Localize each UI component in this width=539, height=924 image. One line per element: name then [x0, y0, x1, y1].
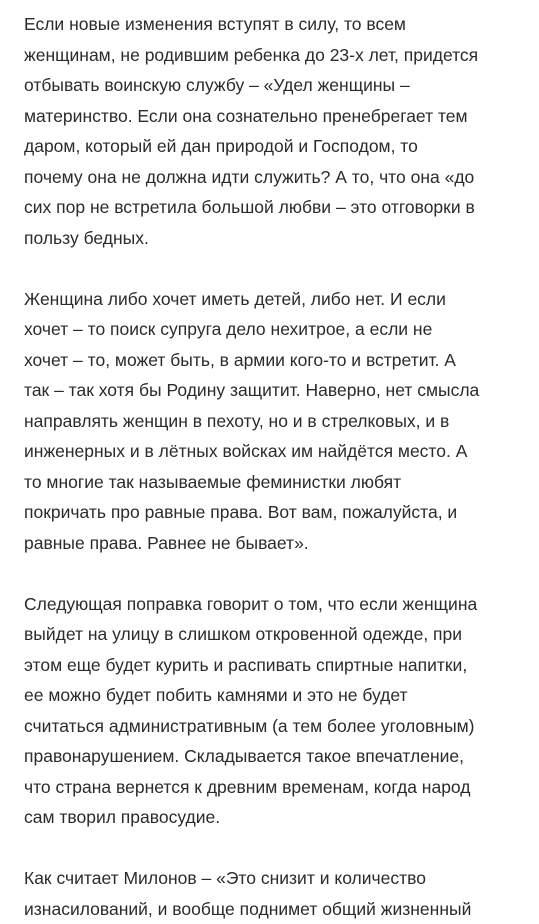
text-line: что страна вернется к древним временам, когда народ	[24, 772, 534, 803]
paragraph-amendment	[24, 589, 534, 833]
paragraph-equal-rights	[24, 284, 534, 559]
text-line: то многие так называемые феминистки любят	[24, 467, 534, 498]
text-line: выйдет на улицу в слишком откровенной одежде, при	[24, 619, 534, 650]
text-line: изнасилований, и вообще поднимет общий жизненный	[24, 894, 534, 924]
text-line: считаться административным (а тем более уголовным)	[24, 711, 534, 742]
paragraph-conscription	[24, 9, 534, 253]
text-line: даром, который ей дан природой и Господом, то	[24, 131, 534, 162]
text-line: Если новые изменения вступят в силу, то всем	[24, 9, 534, 40]
text-line: правонарушением. Складывается такое впечатление,	[24, 741, 534, 772]
text-line: так – так хотя бы Родину защитит. Наверно, нет смысла	[24, 375, 534, 406]
text-line: этом еще будет курить и распивать спиртные напитки,	[24, 650, 534, 681]
text-line: Следующая поправка говорит о том, что если женщина	[24, 589, 534, 620]
text-line: сам творил правосудие.	[24, 802, 534, 833]
text-line: сих пор не встретила большой любви – это отговорки в	[24, 192, 534, 223]
text-line: равные права. Равнее не бывает».	[24, 528, 534, 559]
text-line: пользу бедных.	[24, 223, 534, 254]
text-line: почему она не должна идти служить? А то, что она «до	[24, 162, 534, 193]
text-line: Как считает Милонов – «Это снизит и количество	[24, 863, 534, 894]
text-line: покричать про равные права. Вот вам, пожалуйста, и	[24, 497, 534, 528]
article-body	[24, 9, 534, 905]
text-line: хочет – то поиск супруга дело нехитрое, а если не	[24, 314, 534, 345]
text-line: инженерных и в лётных войсках им найдётся место. А	[24, 436, 534, 467]
text-line: ее можно будет побить камнями и это не будет	[24, 680, 534, 711]
text-line: Женщина либо хочет иметь детей, либо нет. И если	[24, 284, 534, 315]
text-line: направлять женщин в пехоту, но и в стрелковых, и в	[24, 406, 534, 437]
text-line: женщинам, не родившим ребенка до 23-х лет, придется	[24, 40, 534, 71]
text-line: хочет – то, может быть, в армии кого-то и встретит. А	[24, 345, 534, 376]
text-line: материнство. Если она сознательно пренебрегает тем	[24, 101, 534, 132]
paragraph-milonov-quote	[24, 863, 534, 905]
text-line: отбывать воинскую службу – «Удел женщины –	[24, 70, 534, 101]
